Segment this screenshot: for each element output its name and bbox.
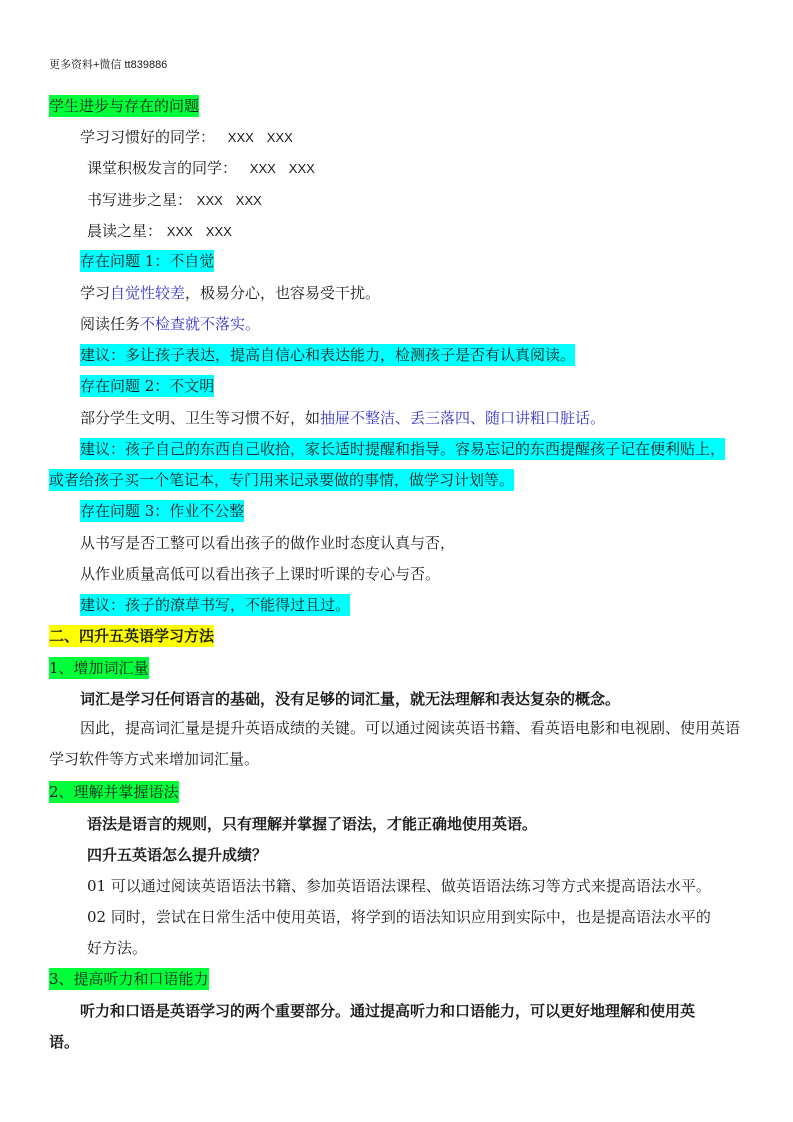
item3-bold-line1: 听力和口语是英语学习的两个重要部分。通过提高听力和口语能力，可以更好地理解和使用英 xyxy=(80,1002,696,1020)
item2-point01: 01 可以通过阅读英语语法书籍、参加英语语法课程、做英语语法练习等方式来提高语法水平。 xyxy=(87,877,711,895)
active-speakers-label: 课堂积极发言的同学： xyxy=(87,159,238,177)
issue1-line1-rest: ，极易分心，也容易受干扰。 xyxy=(185,284,381,302)
item2-bold2: 四升五英语怎么提升成绩？ xyxy=(87,846,268,864)
issue3-title: 存在问题 3：作业不公整 xyxy=(80,502,245,520)
issue2-line xyxy=(80,407,605,429)
section1-title: 学生进步与存在的问题 xyxy=(49,97,200,115)
good-habits-names: XXX XXX xyxy=(227,130,293,145)
issue1-line1-text: 学习 xyxy=(80,284,111,302)
issue1-line2-text: 阅读任务 xyxy=(80,315,141,333)
item2-point02-line2: 好方法。 xyxy=(87,939,148,957)
item2-title: 2、理解并掌握语法 xyxy=(49,783,179,801)
item3-title: 3、提高听力和口语能力 xyxy=(49,970,209,988)
issue3-advice: 建议：孩子的潦草书写，不能得过且过。 xyxy=(80,596,351,614)
item2-point02-line1: 02 同时，尝试在日常生活中使用英语，将学到的语法知识应用到实际中，也是提高语法水平的 xyxy=(87,908,711,926)
active-speakers-line xyxy=(87,157,315,180)
issue2-line-text: 部分学生文明、卫生等习惯不好，如 xyxy=(80,409,321,427)
writing-star-label: 书写进步之星： xyxy=(87,191,193,209)
header-note: 更多资料+微信 tt839886 xyxy=(49,59,168,71)
issue2-advice-line2: 或者给孩子买一个笔记本，专门用来记录要做的事情，做学习计划等。 xyxy=(49,471,515,489)
reading-star-names: XXX XXX xyxy=(166,224,232,239)
item1-paragraph: 因此，提高词汇量是提升英语成绩的关键。可以通过阅读英语书籍、看英语电影和电视剧、使用英语学习软件等方式来增加词汇量。 xyxy=(49,719,741,768)
writing-star-line xyxy=(87,189,262,212)
issue2-title: 存在问题 2：不文明 xyxy=(80,377,215,395)
item3-bold-line2: 语。 xyxy=(49,1033,80,1051)
issue1-line2-highlight: 不检查就不落实。 xyxy=(140,315,261,333)
item1-bold: 词汇是学习任何语言的基础，没有足够的词汇量，就无法理解和表达复杂的概念。 xyxy=(80,690,621,708)
issue1-line2 xyxy=(80,313,260,335)
good-habits-label: 学习习惯好的同学： xyxy=(80,128,216,146)
issue1-line1-highlight: 自觉性较差 xyxy=(110,284,186,302)
item2-bold1: 语法是语言的规则，只有理解并掌握了语法，才能正确地使用英语。 xyxy=(87,815,538,833)
issue3-line2: 从作业质量高低可以看出孩子上课时听课的专心与否。 xyxy=(80,565,441,583)
issue3-line1: 从书写是否工整可以看出孩子的做作业时态度认真与否， xyxy=(80,534,456,552)
issue2-line-highlight: 抽屉不整洁、丢三落四、随口讲粗口脏话。 xyxy=(320,409,606,427)
reading-star-line xyxy=(87,220,232,243)
active-speakers-names: XXX XXX xyxy=(249,161,315,176)
section2-title: 二、四升五英语学习方法 xyxy=(49,627,215,645)
issue1-line1 xyxy=(80,282,380,304)
issue1-advice: 建议：多让孩子表达，提高自信心和表达能力，检测孩子是否有认真阅读。 xyxy=(80,346,576,364)
issue1-title: 存在问题 1：不自觉 xyxy=(80,252,215,270)
writing-star-names: XXX XXX xyxy=(196,193,262,208)
issue2-advice-line1: 建议：孩子自己的东西自己收拾，家长适时提醒和指导。容易忘记的东西提醒孩子记在便利贴上， xyxy=(80,440,726,458)
reading-star-label: 晨读之星： xyxy=(87,222,163,240)
item1-title: 1、增加词汇量 xyxy=(49,659,149,677)
good-habits-line xyxy=(80,126,293,149)
